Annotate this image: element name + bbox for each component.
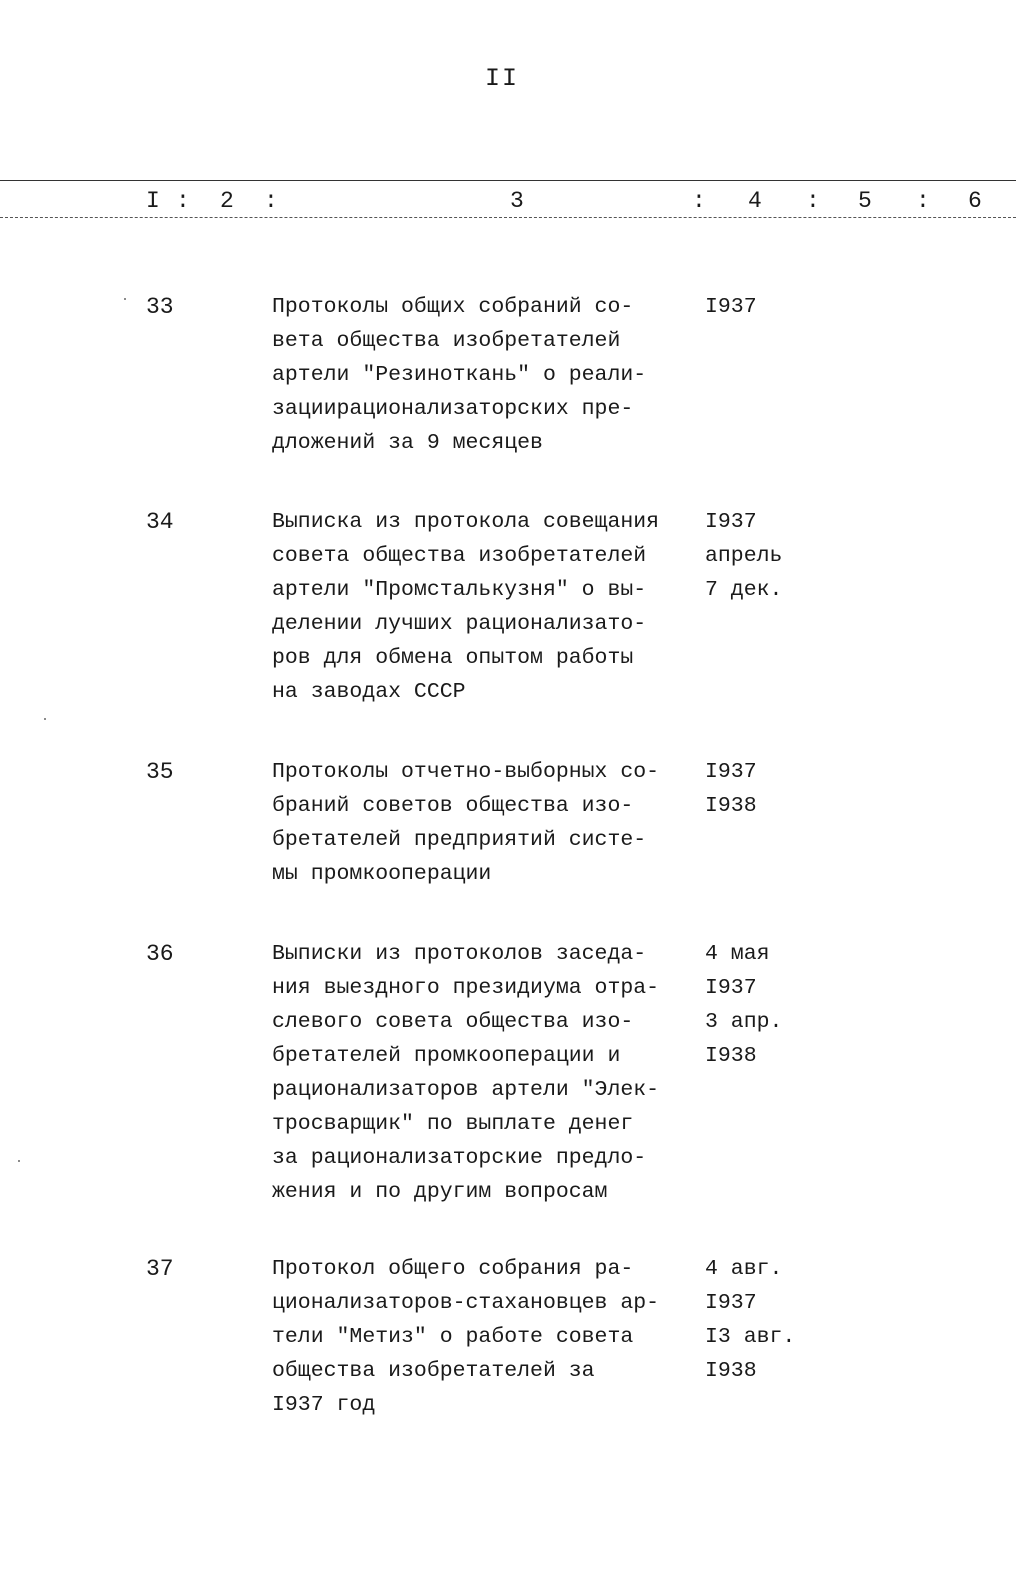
entry-date-line: I938 [705,1044,757,1068]
entry-title-line: артели "Промсталькузня" о вы- [272,578,647,602]
entry-title [272,1252,659,1422]
entry-date-line: 7 дек. [705,578,783,602]
column-header-6: 6 [968,188,982,214]
entry-title-line: тели "Метиз" о работе совета [272,1325,634,1349]
entry-title-line: Протоколы общих собраний со- [272,295,634,319]
entry-title-line: слевого совета общества изо- [272,1010,634,1034]
entry-title-line: ционализаторов-стахановцев ар- [272,1291,660,1315]
entry-title-line: артели "Резиноткань" о реали- [272,363,647,387]
entry-title-line: жения и по другим вопросам [272,1180,608,1204]
entry-title-line: I937 год [272,1393,376,1417]
header-top-rule [0,180,1016,181]
entry-date-line: I937 [705,760,757,784]
entry-title-line: бретателей предприятий систе- [272,828,647,852]
entry-title-line: за рационализаторские предло- [272,1146,647,1170]
entry-date-line: 3 апр. [705,1010,783,1034]
entry-dates [705,1252,795,1388]
entry-number: 33 [146,294,174,320]
entry-date-line: 4 авг. [705,1257,783,1281]
entry-title [272,937,659,1209]
column-header-2: 2 [220,188,234,214]
scan-speck [124,298,126,300]
column-separator: : [692,188,706,214]
entry-title-line: тросварщик" по выплате денег [272,1112,634,1136]
entry-date-line: апрель [705,544,783,568]
entry-date-line: I937 [705,1291,757,1315]
entry-title-line: Выписка из протокола совещания [272,510,660,534]
entry-date-line: I937 [705,295,757,319]
column-header-5: 5 [858,188,872,214]
entry-title-line: ров для обмена опытом работы [272,646,634,670]
entry-title-line: общества изобретателей за [272,1359,595,1383]
entry-title-line: дложений за 9 месяцев [272,431,543,455]
entry-number: 34 [146,509,174,535]
entry-title-line: бретателей промкооперации и [272,1044,621,1068]
entry-date-line: I938 [705,1359,757,1383]
entry-title-line: зациирационализаторских пре- [272,397,634,421]
entry-date-line: I937 [705,976,757,1000]
entry-title-line: совета общества изобретателей [272,544,647,568]
entry-dates [705,755,757,823]
entry-title-line: мы промкооперации [272,862,492,886]
entry-dates [705,505,782,607]
entry-date-line: I3 авг. [705,1325,796,1349]
entry-title-line: браний советов общества изо- [272,794,634,818]
entry-title-line: делении лучших рационализато- [272,612,647,636]
entry-dates [705,290,757,324]
column-separator: : [264,188,278,214]
entry-number: 35 [146,759,174,785]
page-number: II [484,64,519,93]
entry-title-line: вета общества изобретателей [272,329,621,353]
entry-date-line: 4 мая [705,942,770,966]
entry-dates [705,937,782,1073]
entry-title [272,505,659,709]
column-separator: : [806,188,820,214]
column-separator: : [176,188,190,214]
scan-speck [18,1160,20,1162]
column-header-row [0,188,1016,218]
scan-speck [44,718,46,720]
entry-date-line: I938 [705,794,757,818]
header-bottom-rule [0,217,1016,218]
entry-number: 37 [146,1256,174,1282]
entry-title [272,290,646,460]
column-header-4: 4 [748,188,762,214]
entry-title-line: рационализаторов артели "Элек- [272,1078,660,1102]
entry-title-line: на заводах СССР [272,680,466,704]
entry-number: 36 [146,941,174,967]
entry-title [272,755,659,891]
column-header-3: 3 [510,188,524,214]
entry-title-line: Выписки из протоколов заседа- [272,942,647,966]
entry-title-line: Протокол общего собрания ра- [272,1257,634,1281]
entry-date-line: I937 [705,510,757,534]
entry-title-line: ния выездного президиума отра- [272,976,660,1000]
entry-title-line: Протоколы отчетно-выборных со- [272,760,660,784]
column-header-1: I [146,188,160,214]
column-separator: : [916,188,930,214]
